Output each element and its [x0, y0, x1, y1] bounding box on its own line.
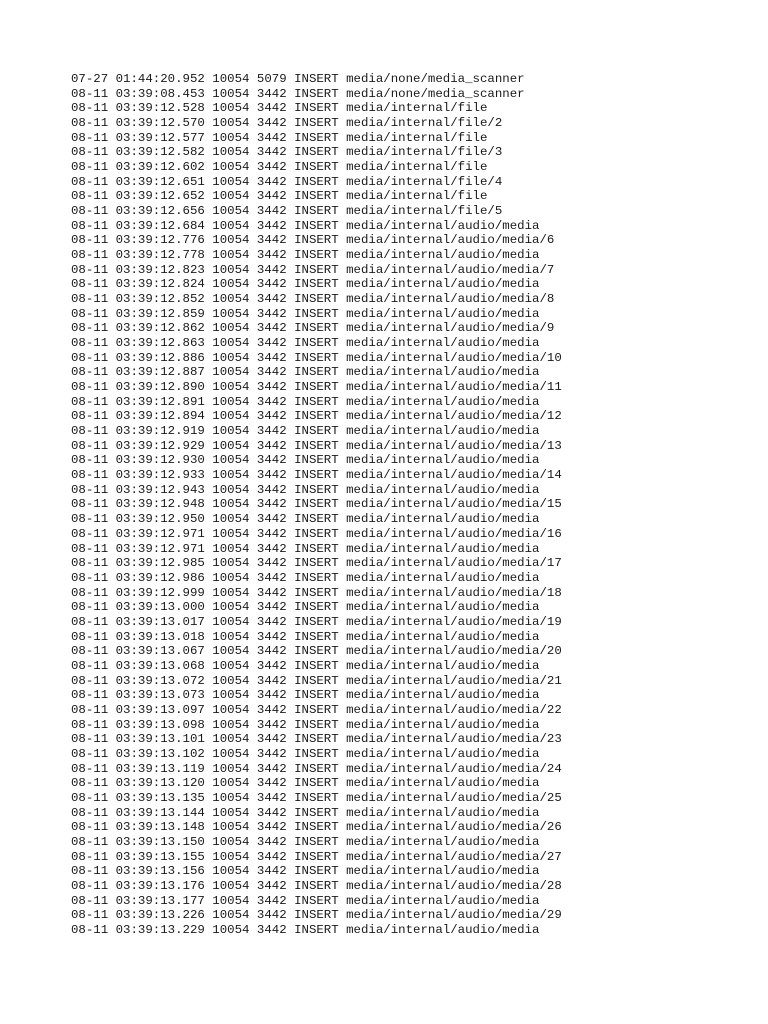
- log-line: 08-11 03:39:12.651 10054 3442 INSERT media/internal/file/4: [71, 174, 503, 189]
- log-line: 08-11 03:39:12.582 10054 3442 INSERT media/internal/file/3: [71, 145, 503, 160]
- log-line: 08-11 03:39:12.943 10054 3442 INSERT media/internal/audio/media: [71, 482, 540, 497]
- log-line: 08-11 03:39:12.528 10054 3442 INSERT media/internal/file: [71, 101, 488, 116]
- log-line: 08-11 03:39:13.226 10054 3442 INSERT media/internal/audio/media/29: [71, 908, 562, 923]
- log-line: 08-11 03:39:12.919 10054 3442 INSERT media/internal/audio/media: [71, 424, 540, 439]
- log-listing: [71, 72, 562, 938]
- log-line: 08-11 03:39:12.862 10054 3442 INSERT media/internal/audio/media/9: [71, 321, 555, 336]
- log-line: 08-11 03:39:12.656 10054 3442 INSERT media/internal/file/5: [71, 204, 503, 219]
- log-line: 08-11 03:39:12.577 10054 3442 INSERT media/internal/file: [71, 130, 488, 145]
- log-line: 08-11 03:39:13.067 10054 3442 INSERT media/internal/audio/media/20: [71, 644, 562, 659]
- log-line: 08-11 03:39:13.072 10054 3442 INSERT media/internal/audio/media/21: [71, 673, 562, 688]
- log-line: 08-11 03:39:12.824 10054 3442 INSERT media/internal/audio/media: [71, 277, 540, 292]
- log-line: 08-11 03:39:13.098 10054 3442 INSERT media/internal/audio/media: [71, 717, 540, 732]
- log-line: 08-11 03:39:12.891 10054 3442 INSERT media/internal/audio/media: [71, 394, 540, 409]
- log-line: 08-11 03:39:13.119 10054 3442 INSERT media/internal/audio/media/24: [71, 761, 562, 776]
- log-line: 08-11 03:39:13.148 10054 3442 INSERT media/internal/audio/media/26: [71, 820, 562, 835]
- log-line: 08-11 03:39:13.135 10054 3442 INSERT media/internal/audio/media/25: [71, 790, 562, 805]
- log-line: 08-11 03:39:13.102 10054 3442 INSERT media/internal/audio/media: [71, 746, 540, 761]
- log-line: 08-11 03:39:12.684 10054 3442 INSERT media/internal/audio/media: [71, 218, 540, 233]
- log-line: 08-11 03:39:13.101 10054 3442 INSERT media/internal/audio/media/23: [71, 732, 562, 747]
- log-line: 08-11 03:39:12.778 10054 3442 INSERT media/internal/audio/media: [71, 248, 540, 263]
- log-line: 08-11 03:39:12.929 10054 3442 INSERT media/internal/audio/media/13: [71, 438, 562, 453]
- log-line: 08-11 03:39:13.120 10054 3442 INSERT media/internal/audio/media: [71, 776, 540, 791]
- log-line: 08-11 03:39:12.894 10054 3442 INSERT media/internal/audio/media/12: [71, 409, 562, 424]
- log-line: 08-11 03:39:12.852 10054 3442 INSERT media/internal/audio/media/8: [71, 292, 555, 307]
- log-line: 08-11 03:39:12.986 10054 3442 INSERT media/internal/audio/media: [71, 570, 540, 585]
- log-line: 08-11 03:39:08.453 10054 3442 INSERT media/none/media_scanner: [71, 86, 525, 101]
- log-line: 08-11 03:39:12.950 10054 3442 INSERT media/internal/audio/media: [71, 512, 540, 527]
- log-line: 08-11 03:39:13.144 10054 3442 INSERT media/internal/audio/media: [71, 805, 540, 820]
- log-line: 08-11 03:39:12.999 10054 3442 INSERT media/internal/audio/media/18: [71, 585, 562, 600]
- log-line: 07-27 01:44:20.952 10054 5079 INSERT media/none/media_scanner: [71, 72, 525, 86]
- log-line: 08-11 03:39:13.150 10054 3442 INSERT media/internal/audio/media: [71, 834, 540, 849]
- log-line: 08-11 03:39:13.177 10054 3442 INSERT media/internal/audio/media: [71, 893, 540, 908]
- log-line: 08-11 03:39:13.068 10054 3442 INSERT media/internal/audio/media: [71, 658, 540, 673]
- log-line: 08-11 03:39:12.652 10054 3442 INSERT media/internal/file: [71, 189, 488, 204]
- log-line: 08-11 03:39:13.229 10054 3442 INSERT media/internal/audio/media: [71, 922, 540, 937]
- log-line: 08-11 03:39:12.948 10054 3442 INSERT media/internal/audio/media/15: [71, 497, 562, 512]
- log-line: 08-11 03:39:12.930 10054 3442 INSERT media/internal/audio/media: [71, 453, 540, 468]
- log-line: 08-11 03:39:13.156 10054 3442 INSERT media/internal/audio/media: [71, 864, 540, 879]
- log-line: 08-11 03:39:13.000 10054 3442 INSERT media/internal/audio/media: [71, 600, 540, 615]
- log-line: 08-11 03:39:12.971 10054 3442 INSERT media/internal/audio/media: [71, 541, 540, 556]
- log-line: 08-11 03:39:12.859 10054 3442 INSERT media/internal/audio/media: [71, 306, 540, 321]
- log-line: 08-11 03:39:12.985 10054 3442 INSERT media/internal/audio/media/17: [71, 556, 562, 571]
- log-line: 08-11 03:39:12.863 10054 3442 INSERT media/internal/audio/media: [71, 336, 540, 351]
- log-line: 08-11 03:39:12.890 10054 3442 INSERT media/internal/audio/media/11: [71, 380, 562, 395]
- log-line: 08-11 03:39:13.155 10054 3442 INSERT media/internal/audio/media/27: [71, 849, 562, 864]
- log-line: 08-11 03:39:12.886 10054 3442 INSERT media/internal/audio/media/10: [71, 350, 562, 365]
- log-line: 08-11 03:39:13.176 10054 3442 INSERT media/internal/audio/media/28: [71, 878, 562, 893]
- log-line: 08-11 03:39:12.971 10054 3442 INSERT media/internal/audio/media/16: [71, 526, 562, 541]
- log-line: 08-11 03:39:12.776 10054 3442 INSERT media/internal/audio/media/6: [71, 233, 555, 248]
- log-line: 08-11 03:39:13.018 10054 3442 INSERT media/internal/audio/media: [71, 629, 540, 644]
- log-line: 08-11 03:39:12.887 10054 3442 INSERT media/internal/audio/media: [71, 365, 540, 380]
- log-line: 08-11 03:39:12.602 10054 3442 INSERT media/internal/file: [71, 160, 488, 175]
- log-line: 08-11 03:39:12.823 10054 3442 INSERT media/internal/audio/media/7: [71, 262, 555, 277]
- log-line: 08-11 03:39:13.097 10054 3442 INSERT media/internal/audio/media/22: [71, 702, 562, 717]
- log-line: 08-11 03:39:12.933 10054 3442 INSERT media/internal/audio/media/14: [71, 468, 562, 483]
- log-line: 08-11 03:39:12.570 10054 3442 INSERT media/internal/file/2: [71, 116, 503, 131]
- log-line: 08-11 03:39:13.017 10054 3442 INSERT media/internal/audio/media/19: [71, 614, 562, 629]
- log-line: 08-11 03:39:13.073 10054 3442 INSERT media/internal/audio/media: [71, 688, 540, 703]
